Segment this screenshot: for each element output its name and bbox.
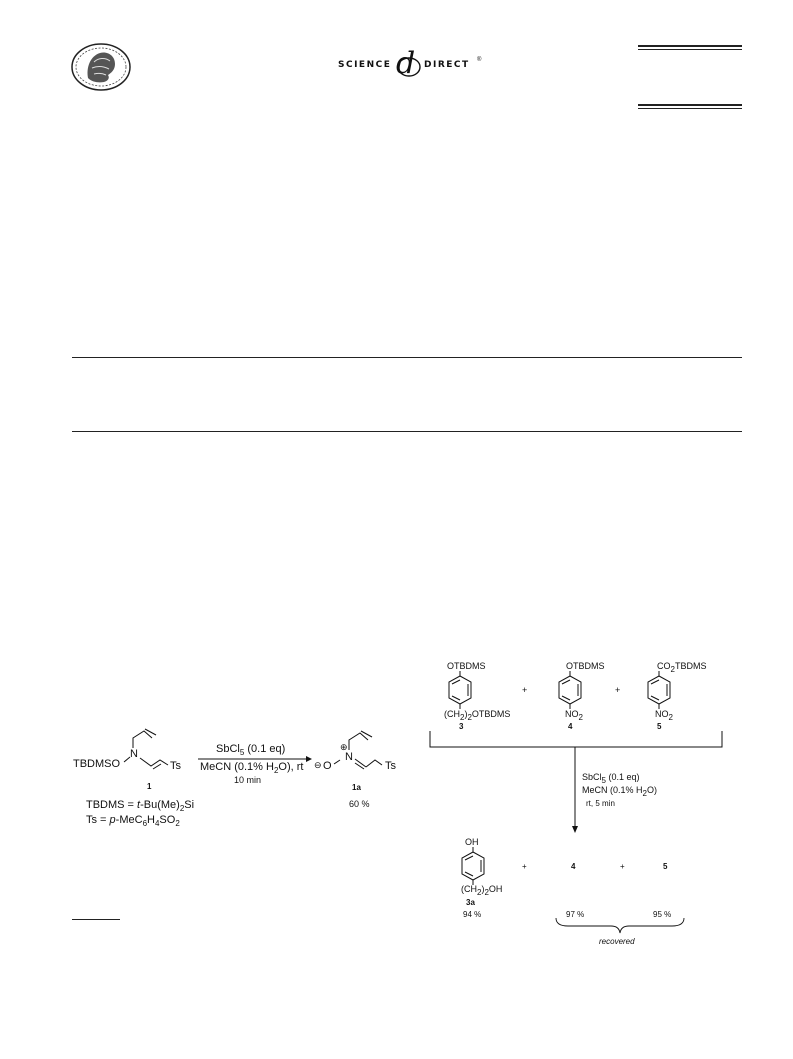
scheme2-reagent: SbCl$_5$ (0.1 eq): [582, 772, 640, 785]
reactant-1-ts: Ts: [170, 760, 181, 772]
compound-4-top-substituent: OTBDMS: [566, 661, 605, 671]
scheme1-time: 10 min: [234, 775, 262, 785]
reactant-1-label: 1: [147, 782, 152, 791]
product-4-label: 4: [571, 862, 576, 871]
compound-5-top-substituent: $CO_2TBDMS$: [657, 661, 707, 674]
plus-sign-1: +: [522, 685, 528, 695]
scheme2-solvent: MeCN (0.1% $H_2O$): [582, 785, 657, 798]
yield-5-recovered: 95 %: [653, 910, 672, 919]
plus-sign-3: +: [522, 862, 527, 871]
recovered-label: recovered: [599, 937, 635, 946]
compound-3-top-substituent: OTBDMS: [447, 661, 486, 671]
scheme1-solvent: MeCN (0.1% $H_2O$), rt: [200, 761, 304, 776]
logo-registered: ®: [477, 57, 482, 63]
product-1a-negative-charge: ⊖: [314, 760, 322, 770]
product-1a-yield: 60 %: [349, 799, 370, 809]
product-1a-oxygen: O: [323, 760, 332, 772]
compound-4-bottom-substituent: $NO_2$: [565, 709, 583, 722]
product-1a-positive-charge: ⊕: [340, 742, 348, 752]
benzene-ring-4: [559, 671, 581, 709]
product-3a-top-substituent: OH: [465, 837, 479, 847]
benzene-ring-3a: [462, 847, 484, 885]
logo-d-mark: d: [396, 46, 416, 81]
product-1a-ts: Ts: [385, 760, 396, 772]
compound-3-bottom-substituent: $(CH_2)_2OTBDMS$: [444, 709, 511, 722]
scheme1-reagent: SbCl$_5$ (0.1 eq): [216, 743, 286, 758]
compound-4-label: 4: [568, 722, 573, 731]
recovered-brace: [556, 918, 684, 933]
plus-sign-4: +: [620, 862, 625, 871]
logo-word-direct: DIRECT: [424, 60, 470, 70]
ts-definition: $Ts = p-MeC_6H_4SO_2$: [86, 814, 180, 829]
reactant-1-tbdmso: TBDMSO: [73, 758, 121, 770]
compound-5-bottom-substituent: $NO_2$: [655, 709, 673, 722]
reactant-bracket: [430, 731, 722, 747]
benzene-ring-5: [648, 671, 670, 709]
plus-sign-2: +: [615, 685, 621, 695]
product-3a-bottom-substituent: $(CH_2)_2OH$: [461, 884, 503, 897]
benzene-ring-3: [449, 671, 471, 709]
product-1a-label: 1a: [352, 783, 361, 792]
reactant-1-nitrogen: N: [130, 748, 138, 760]
compound-3-label: 3: [459, 722, 464, 731]
logo-word-science: SCIENCE: [338, 60, 392, 70]
product-5-label: 5: [663, 862, 668, 871]
compound-5-label: 5: [657, 722, 662, 731]
product-1a-nitrogen: N: [345, 751, 353, 763]
tbdms-definition: TBDMS = $t-Bu(Me)_2Si$: [86, 799, 195, 814]
yield-4-recovered: 97 %: [566, 910, 585, 919]
scheme2-conditions: rt, 5 min: [586, 799, 615, 808]
product-3a-yield: 94 %: [463, 910, 482, 919]
product-3a-label: 3a: [466, 898, 475, 907]
